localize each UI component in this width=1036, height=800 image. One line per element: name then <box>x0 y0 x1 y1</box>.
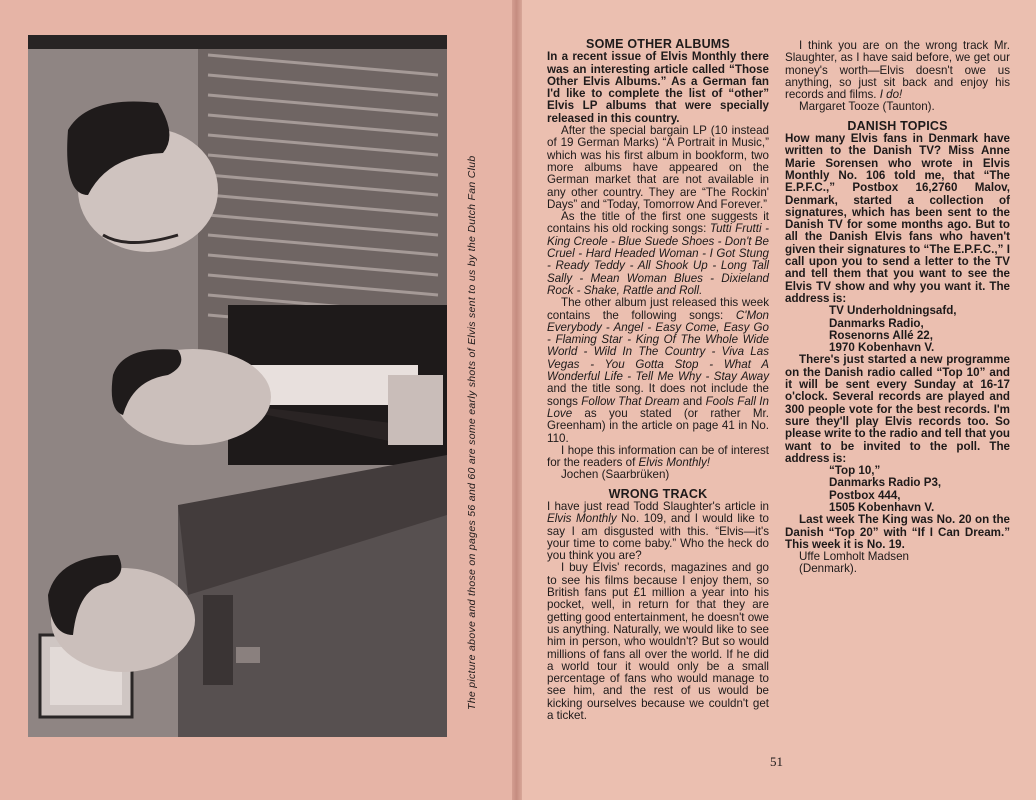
paragraph <box>547 211 769 297</box>
song-title: Follow That Dream <box>581 394 680 408</box>
song-list: C'Mon Everybody - Angel - Easy Come, Easy Go - Flaming Star - King Of The Whole Wide World - Wild In The Country - Viva Las Vegas - You Gotta Stop - What A Wonderful Life - Tell Me Why - Stay Away <box>547 308 769 384</box>
paragraph <box>547 445 769 470</box>
article-heading-danish-topics: DANISH TOPICS <box>847 118 948 133</box>
page-gutter <box>512 0 522 800</box>
magazine-title: Elvis Monthly <box>547 512 617 526</box>
address-line: 1505 Kobenhavn V. <box>829 500 935 514</box>
text-span: No. 109, and I would like to say I am disgusted with this. “Elvis—it's your time to come baby.” Who the heck do you think you are? <box>547 512 769 563</box>
address-line: Danmarks Radio, <box>829 316 924 330</box>
paragraph: Last week The King was No. 20 on the Danish “Top 20” with “If I Can Dream.” This week it is No. 19. <box>785 513 1010 551</box>
address-line: Danmarks Radio P3, <box>829 476 942 490</box>
magazine-title: Elvis Monthly! <box>638 456 711 470</box>
paragraph: After the special bargain LP (10 instead of 19 German Marks) “A Portrait in Music,” which was his first album in bookform, two more albums have appeared on the German market that are not available in any other country. They are “The Rockin' Days” and “Today, Tomorrow And Forever.” <box>547 124 769 211</box>
article-heading-wrong-track: WRONG TRACK <box>608 486 708 501</box>
text-span: as you stated (or rather Mr. Greenham) in the article on page 41 in No. 110. <box>547 406 769 445</box>
photo-illustration <box>28 35 447 737</box>
text-span: I hope this information can be of interest for the readers of <box>547 443 769 470</box>
song-title: Fools Fall In Love <box>547 394 769 420</box>
text-span: As the title of the first one suggests it contains his old rocking songs: <box>547 210 769 236</box>
song-list: Tutti Frutti - King Creole - Blue Suede Shoes - Don't Be Cruel - Hard Headed Woman - I Got Stung - Ready Teddy - All Shook Up - Long Tall Sally - Mean Woman Blues - Dixieland Rock - Shake, Rattle and Roll. <box>547 222 769 297</box>
paragraph <box>785 40 1010 101</box>
address-line: Rosenorns Allé 22, <box>829 328 933 342</box>
text-span: I have just read Todd Slaughter's article in <box>547 499 769 513</box>
text-span: and the title song. It does not include the songs <box>547 382 769 408</box>
address-line: Postbox 444, <box>829 488 901 502</box>
signoff: Uffe Lomholt Madsen <box>799 550 909 564</box>
article-heading-other-albums: SOME OTHER ALBUMS <box>586 37 730 51</box>
text-span: and <box>679 394 706 408</box>
signoff: Margaret Tooze (Taunton). <box>799 100 935 114</box>
paragraph: There's just started a new programme on the Danish radio called “Top 10” and it will be sent every Sunday at 16-17 o'clock. Several records are played and 300 people vote for the best records. I'm sure they'll play Elvis records too. So please write to the radio and tell that you want to be invited to the poll. The address is: <box>785 353 1010 465</box>
address-line: “Top 10,” <box>829 464 881 478</box>
paragraph: How many Elvis fans in Denmark have written to the Danish TV? Miss Anne Marie Sorensen who wrote in Elvis Monthly No. 106 told me, that “The E.P.F.C.,” Postbox 16,2760 Malov, Denmark, started a collection of signatures, which has been sent to the Danish TV for some months ago. But to all the Danish Elvis fans who haven't given their signatures to “The E.P.F.C.,” I call upon you to send a letter to the TV and tell them that you want to see the Elvis TV show and why you want it. The address is: <box>785 132 1010 305</box>
paragraph <box>547 297 769 445</box>
paragraph: In a recent issue of Elvis Monthly there was an interesting article called “Those Other Elvis Albums.” As a German fan I'd like to complete the list of “other” Elvis LP albums that were specially released in this country. <box>547 50 769 125</box>
page-number: 51 <box>770 754 783 769</box>
address-line: TV Underholdningsafd, <box>829 304 957 318</box>
signoff: Jochen (Saarbrüken) <box>561 468 670 482</box>
text-span: The other album just released this week contains the following songs: <box>547 296 769 322</box>
emphasis: I do! <box>879 88 903 102</box>
signoff: (Denmark). <box>799 562 857 576</box>
text-span: I think you are on the wrong track Mr. Slaughter, as I have said before, we get our money's worth—Elvis doesn't owe us anything, so just sit back and enjoy his records and films. <box>785 39 1010 102</box>
text-column-2 <box>785 40 1010 576</box>
paragraph: I buy Elvis' records, magazines and go to see his films because I enjoy them, so British fans put £1 million a year into his pocket, well, in return for that they are getting good entertainment, he doesn't owe us anything. Naturally, we would like to see him in person, who wouldn't? But so would millions of fans all over the world. If he did a world tour it would only be a small percentage of fans who would manage to see him, and the rest of us would be kicking ourselves because we couldn't get a ticket. <box>547 561 770 723</box>
address-line: 1970 Kobenhavn V. <box>829 341 935 355</box>
text-column-1 <box>547 38 769 722</box>
paragraph <box>547 501 769 562</box>
elvis-photo <box>28 35 447 737</box>
photo-caption: The picture above and those on pages 56 and 60 are some early shots of Elvis sent to us by the Dutch Fan Club <box>466 155 478 710</box>
